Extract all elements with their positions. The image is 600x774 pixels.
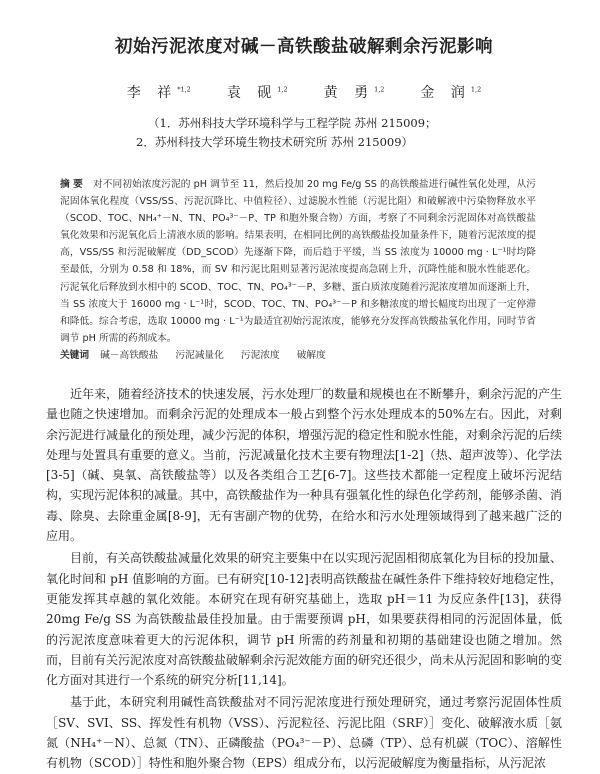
body-text: [46, 384, 562, 774]
abstract-text: 对不同初始浓度污泥的 pH 调节至 11，然后投加 20 mg Fe/g SS 的高铁酸盐进行碱性氧化处理，从污泥固体氧化程度（VSS/SS、污泥沉降比、中值粒径）、过滤脱水性能（污泥比阻）和破解液中污染物释放水平（SCOD、TOC、NH₄⁺－N、TN、PO₄³⁻－P、TP 和胞外聚合物）方面，考察了不同剩余污泥固体对高铁酸盐氧化效果和污泥氧化后上清液水质的影响。结果表明，在相同比例的高铁酸盐投加量条件下，随着污泥浓度的提高，VSS/SS 和污泥破解度（DD_SCOD）先逐渐下降，而后趋于平缓，当 SS 浓度为 10000 mg · L⁻¹时均降至最低，分别为 0.58 和 18%，而 SV 和污泥比阻则显著污泥浓度提高急剧上升，沉降性能和脱水性能恶化。污泥氧化后释放到水相中的 SCOD、TOC、TN、PO₄³⁻－P、多糖、蛋白质浓度随着污泥浓度增加而逐渐上升，当 SS 浓度大于 16000 mg · L⁻¹时，SCOD、TOC、TN、PO₄³⁻－P 和多糖浓度的增长幅度均出现了一定停滞和降低。综合考虑，选取 10000 mg · L⁻¹为最适宜初始污泥浓度，能够充分发挥高铁酸盐氧化作用，同时节省调节 pH 所需的药剂成本。: [60, 179, 536, 344]
author-affiliation-mark: 1,2: [277, 85, 288, 94]
keyword: 破解度: [296, 349, 326, 361]
affiliations: [46, 114, 562, 152]
author-name: 袁 砚: [226, 85, 278, 101]
author-affiliation-mark: 1,2: [374, 85, 385, 94]
body-paragraph: 目前，有关高铁酸盐减量化效果的研究主要集中在以实现污泥固相彻底氧化为目标的投加量、氧化时间和 pH 值影响的方面。已有研究[10-12]表明高铁酸盐在碱性条件下维持较好地稳定性，更能发挥其卓越的氧化效能。本研究在现有研究基础上，选取 pH＝11 为反应条件[13]，获得 20mg Fe/g SS 为高铁酸盐最佳投加量。由于需要预调 pH，如果要获得相同的污泥固体量，低的污泥浓度意味着更大的污泥体积，调节 pH 所需的药剂量和初期的基础建设也随之增加。然而，目前有关污泥浓度对高铁酸盐破解剩余污泥效能方面的研究还很少，尚未从污泥固和影响的变化方面对其进行一个系统的研究分析[11,14]。: [46, 551, 563, 688]
author-4: [420, 82, 481, 102]
body-paragraph: 基于此，本研究利用碱性高铁酸盐对不同污泥浓度进行预处理研究，通过考察污泥固体性质［SV、SVI、SS、挥发性有机物（VSS）、污泥粒径、污泥比阻（SRF）］变化、破解液水质［氨氮（NH₄⁺－N）、总氮（TN）、正磷酸盐（PO₄³⁻－P）、总磷（TP）、总有机碳（TOC）、溶解性有机物（SCOD）］特性和胞外聚合物（EPS）组成分布，以污泥破解度为衡量指标，从污泥浓: [46, 695, 562, 771]
keyword: 碱－高铁酸盐: [100, 349, 159, 361]
body-paragraph: 近年来，随着经济技术的快速发展，污水处理厂的数量和规模也在不断攀升，剩余污泥的产生量也随之快速增加。而剩余污泥的处理成本一般占到整个污水处理成本的50%左右。因此，对剩余污泥进行减量化的预处理，减少污泥的体积，增强污泥的稳定性和脱水性能，对剩余污泥的后续处理与处置具有重要的意义。当前，污泥减量化技术主要有物理法[1-2]（热、超声波等）、化学法[3-5]（碱、臭氧、高铁酸盐等）以及各类组合工艺[6-7]。这些技术都能一定程度上破坏污泥结构，实现污泥体积的减量。其中，高铁酸盐作为一种具有强氧化性的绿色化学药剂，能够杀菌、消毒、除臭、去除重金属[8-9]，无有害副产物的优势，在给水和污水处理领域得到了越来越广泛的应用。: [46, 386, 563, 544]
keyword: 污泥减量化: [175, 349, 224, 361]
keywords: [46, 347, 562, 364]
author-name: 李 祥: [126, 85, 178, 101]
author-affiliation-mark: 1,2: [470, 85, 482, 94]
author-affiliation-mark: *1,2: [177, 85, 191, 94]
author-list: [46, 82, 562, 102]
affiliation-2: 2．苏州科技大学环境生物技术研究所 苏州 215009）: [136, 135, 414, 149]
author-name: 金 润: [420, 85, 471, 101]
author-name: 黄 勇: [323, 85, 375, 101]
abstract-label: 摘 要: [60, 179, 83, 190]
author-1: [127, 82, 191, 102]
author-3: [324, 82, 385, 102]
affiliation-1: （1．苏州科技大学环境科学与工程学院 苏州 215009；: [148, 116, 437, 130]
paper-title: 初始污泥浓度对碱－高铁酸盐破解剩余污泥影响: [115, 37, 493, 57]
keyword: 污泥浓度: [240, 349, 280, 361]
author-2: [227, 82, 288, 102]
keywords-label: 关键词: [60, 349, 90, 361]
abstract: [46, 176, 562, 347]
